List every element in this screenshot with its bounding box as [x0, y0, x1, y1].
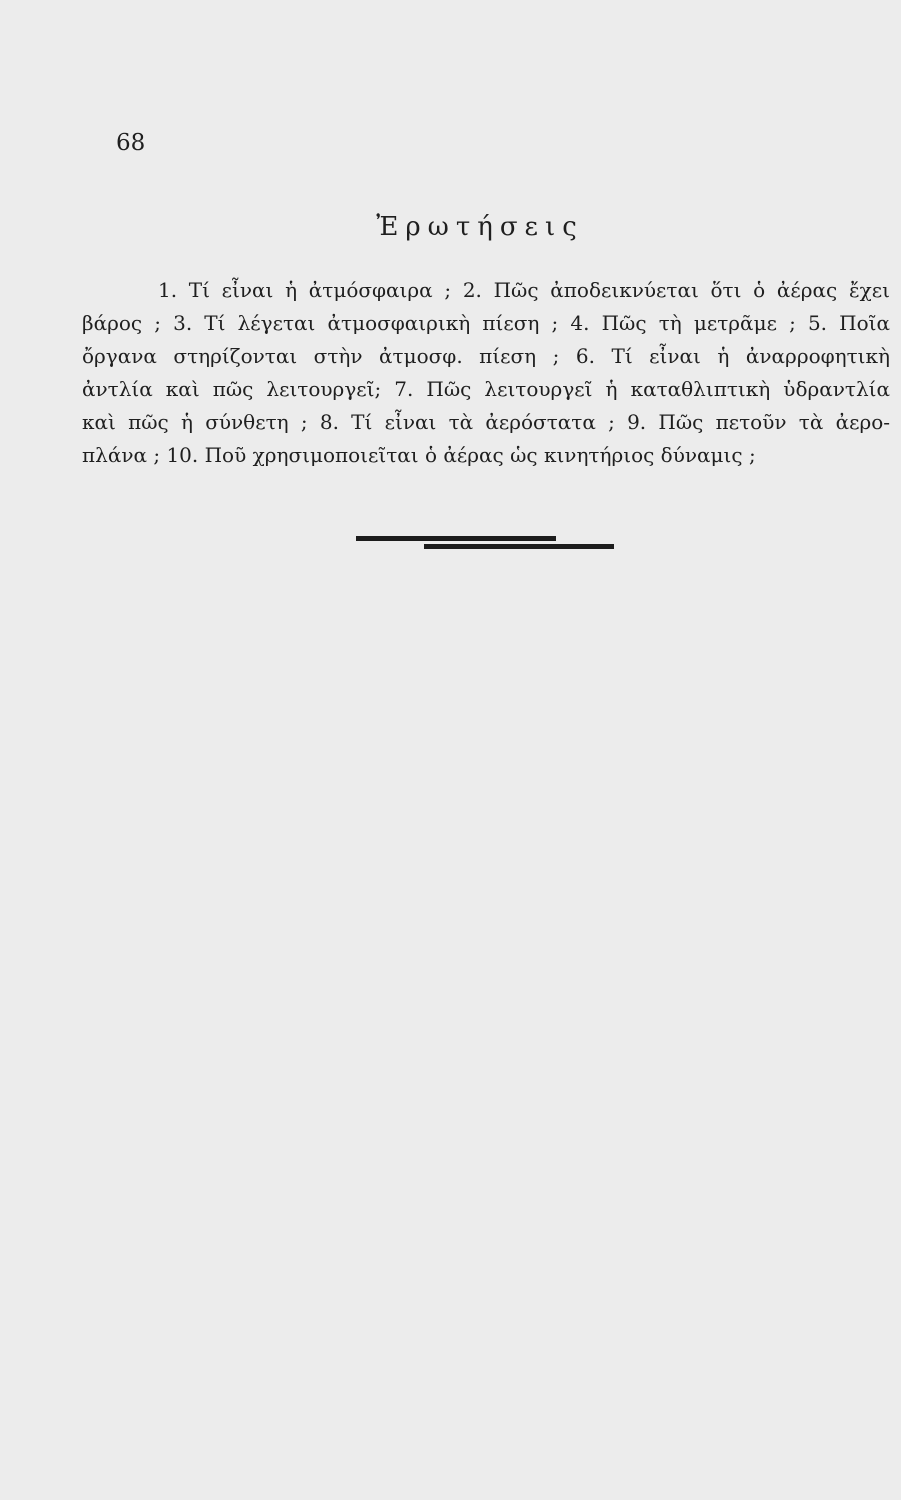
decorative-rule [356, 536, 556, 541]
questions-paragraph [82, 274, 890, 472]
section-heading: Ἐρωτήσεις [376, 212, 584, 242]
text-line: καὶ πῶς ἡ σύνθετη ; 8. Τί εἶναι τὰ ἀερόστατα ; 9. Πῶς πετοῦν τὰ ἀερο- [82, 410, 890, 434]
text-line: ἀντλία καὶ πῶς λειτουργεῖ; 7. Πῶς λειτουργεῖ ἡ καταθλιπτικὴ ὑδραντλία [82, 377, 890, 401]
text-line: βάρος ; 3. Τί λέγεται ἀτμοσφαιρικὴ πίεση ; 4. Πῶς τὴ μετρᾶμε ; 5. Ποῖα [82, 311, 890, 335]
text-line: ὄργανα στηρίζονται στὴν ἀτμοσφ. πίεση ; 6. Τί εἶναι ἡ ἀναρροφητικὴ [82, 344, 890, 368]
page-number: 68 [116, 130, 146, 156]
text-line: 1. Τί εἶναι ἡ ἀτμόσφαιρα ; 2. Πῶς ἀποδεικνύεται ὅτι ὁ ἀέρας ἔχει [158, 278, 890, 302]
decorative-rule [424, 544, 614, 549]
text-line: πλάνα ; 10. Ποῦ χρησιμοποιεῖται ὁ ἀέρας ὡς κινητήριος δύναμις ; [82, 443, 756, 467]
